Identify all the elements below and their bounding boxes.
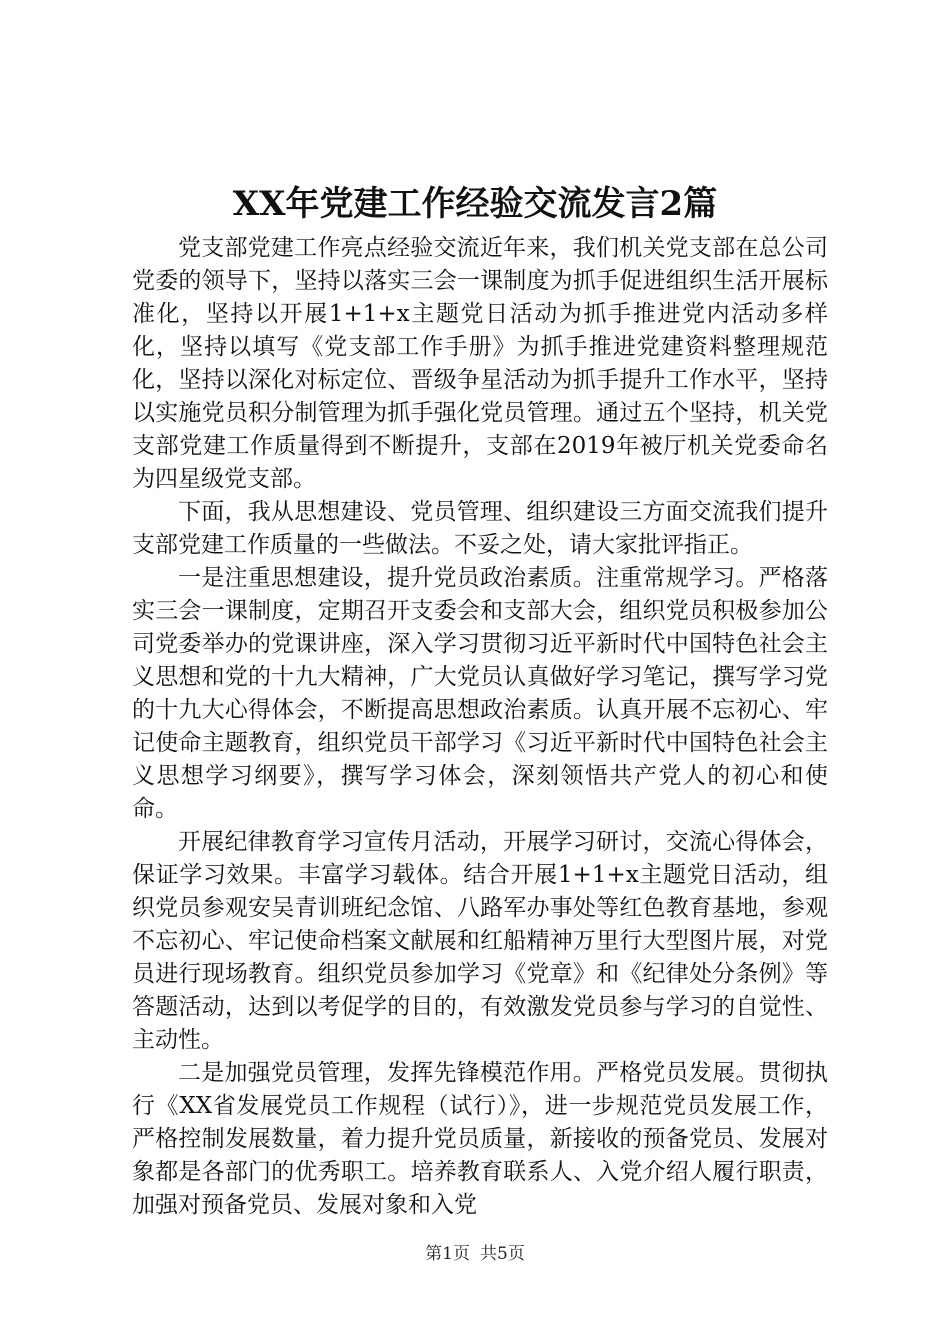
paragraph-ideological-building: 一是注重思想建设，提升党员政治素质。注重常规学习。严格落实三会一课制度，定期召开支委会和支部大会，组织党员积极参加公司党委举办的党课讲座，深入学习贯彻习近平新时代中国特色社会主义思想和党的十九大精神，广大党员认真做好学习笔记，撰写学习党的十九大心得体会，不断提高思想政治素质。认真开展不忘初心、牢记使命主题教育，组织党员干部学习《习近平新时代中国特色社会主义思想学习纲要》，撰写学习体会，深刻领悟共产党人的初心和使命。: [132, 565, 828, 822]
paragraph-intro: 党支部党建工作亮点经验交流近年来，我们机关党支部在总公司党委的领导下，坚持以落实三会一课制度为抓手促进组织生活开展标准化，坚持以开展1+1+x主题党日活动为抓手推进党内活动多样化，坚持以填写《党支部工作手册》为抓手推进党建资料整理规范化，坚持以深化对标定位、晋级争星活动为抓手提升工作水平，坚持以实施党员积分制管理为抓手强化党员管理。通过五个坚持，机关党支部党建工作质量得到不断提升，支部在2019年被厅机关党委命名为四星级党支部。: [132, 235, 828, 492]
page-number: 第1页: [425, 1244, 470, 1264]
document-body: [132, 232, 828, 1222]
paragraph-member-management: 二是加强党员管理，发挥先锋模范作用。严格党员发展。贯彻执行《XX省发展党员工作规程（试行）》，进一步规范党员发展工作，严格控制发展数量，着力提升党员质量，新接收的预备党员、发展对象都是各部门的优秀职工。培养教育联系人、入党介绍人履行职责，加强对预备党员、发展对象和入党: [132, 1060, 828, 1218]
page-footer: [0, 1243, 950, 1265]
paragraph-overview: 下面，我从思想建设、党员管理、组织建设三方面交流我们提升支部党建工作质量的一些做法。不妥之处，请大家批评指正。: [132, 499, 828, 558]
paragraph-discipline-education: 开展纪律教育学习宣传月活动，开展学习研讨，交流心得体会，保证学习效果。丰富学习载体。结合开展1+1+x主题党日活动，组织党员参观安吴青训班纪念馆、八路军办事处等红色教育基地，参观不忘初心、牢记使命档案文献展和红船精神万里行大型图片展，对党员进行现场教育。组织党员参加学习《党章》和《纪律处分条例》等答题活动，达到以考促学的目的，有效激发党员参与学习的自觉性、主动性。: [132, 829, 828, 1053]
page-total: 共5页: [480, 1244, 525, 1264]
document-title: XX年党建工作经验交流发言2篇: [232, 184, 718, 224]
